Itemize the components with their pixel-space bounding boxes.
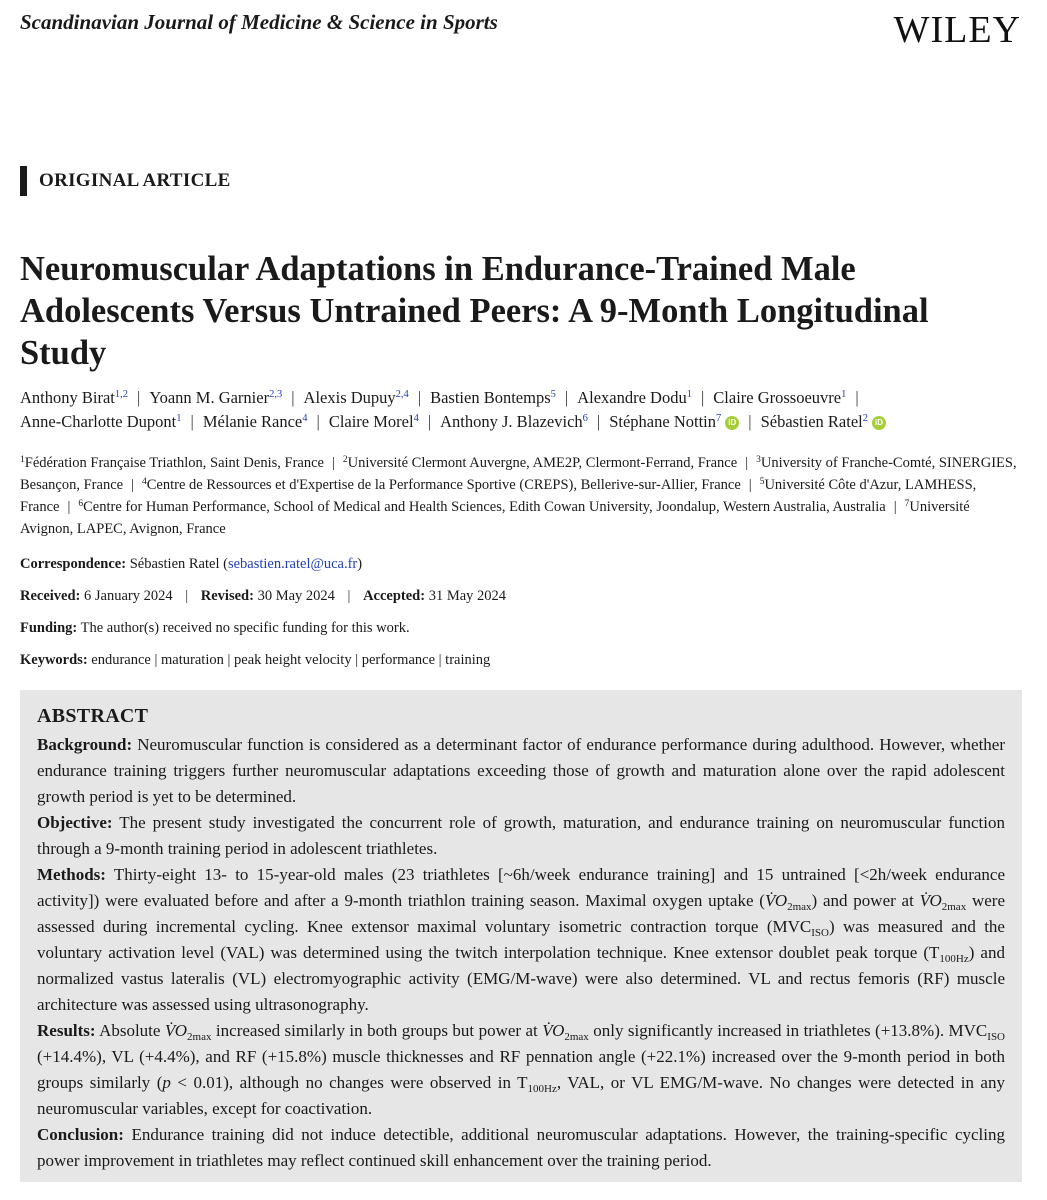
vo2-symbol: V̇O — [164, 1021, 188, 1040]
conclusion-text: Endurance training did not induce detectible, additional neuromuscular adaptations. However, the training-specific cycling power improvement in triathletes may reflect continued skill enhancement over the training period. — [37, 1125, 1005, 1170]
author-separator: | — [748, 412, 752, 431]
keyword: peak height velocity — [234, 652, 352, 668]
affiliation: $^5$Université Côte d'Azur, LAMHESS, France — [20, 477, 977, 515]
affiliation: $^7$Université Avignon, LAPEC, Avignon, France — [20, 499, 970, 537]
methods-text: Thirty-eight 13- to 15-year-old males (23 triathletes [~6h/week endurance training] and 15 untrained [<2h/week endurance activity]) were evaluated before and after a 9-month triathlon training season. Maximal oxygen uptake $(V̇O_{2max})$ and power at $V̇O_{2max}$ were assessed during incremental cycling. Knee extensor maximal voluntary isometric contraction torque $(MVC_{ISO})$ was measured and the voluntary activation level (VAL) was determined using the twitch interpolation technique. Knee extensor doublet peak torque $(T_{100Hz})$ and normalized vastus lateralis (VL) electromyographic activity (EMG/M-wave) were also determined. VL and rectus femoris (RF) muscle architecture was assessed using ultrasonography. — [37, 865, 1006, 1014]
author-name[interactable]: Anthony J. Blazevich$^6$ — [440, 412, 588, 431]
author-name[interactable]: Anthony Birat$^{1,2}$ — [20, 388, 128, 407]
accepted-date: 31 May 2024 — [428, 588, 507, 604]
affiliation-separator: | — [748, 477, 752, 493]
author-affiliation-marker: 2,4 — [395, 389, 409, 400]
abstract-background — [37, 732, 1005, 810]
funding-text: The author(s) received no specific funding for this work. — [80, 620, 410, 636]
affiliation-number: 6 — [78, 499, 84, 509]
background-label: Background: — [37, 735, 133, 754]
abstract-box — [20, 690, 1022, 1182]
author-name[interactable]: Mélanie Rance$^4$ — [202, 412, 308, 431]
affiliation-separator: | — [67, 499, 71, 515]
abstract-methods — [37, 862, 1005, 1018]
abstract-heading: ABSTRACT — [37, 705, 149, 727]
abstract-conclusion — [37, 1122, 1005, 1174]
author-name[interactable]: Anne-Charlotte Dupont$^1$ — [20, 412, 182, 431]
subscript: 2max — [187, 1031, 212, 1043]
author-separator: | — [137, 388, 141, 407]
author-name[interactable]: Sébastien Ratel$^2$ iD — [761, 412, 886, 431]
correspondence-line: Correspondence: Sébastien Ratel (sebastien.ratel@uca.fr) — [20, 556, 363, 572]
affiliation-number: 3 — [756, 455, 761, 465]
funding-line — [20, 620, 410, 637]
author-name[interactable]: Yoann M. Garnier$^{2,3}$ — [149, 388, 283, 407]
author-separator: | — [417, 388, 422, 407]
affiliation-number: 7 — [904, 499, 910, 509]
author-list — [20, 386, 1030, 434]
author-separator: | — [316, 412, 320, 431]
abstract-body — [37, 732, 1005, 1174]
affiliation: $^6$Centre for Human Performance, School of Medical and Health Sciences, Edith Cowan University, Joondalup, Western Australia, Australia — [78, 499, 886, 515]
affiliation-number: 2 — [342, 455, 348, 465]
author-separator: | — [700, 388, 705, 407]
abstract-results — [37, 1018, 1005, 1122]
affiliation-number: 1 — [20, 455, 25, 465]
keyword: training — [445, 652, 491, 668]
author-affiliation-marker: 4 — [302, 413, 308, 424]
vo2-symbol: V̇O — [764, 891, 788, 910]
author-separator: | — [855, 388, 859, 407]
keyword: maturation — [161, 652, 224, 668]
subscript: 2max — [941, 901, 967, 913]
affiliation-number: 5 — [759, 477, 765, 487]
author-name[interactable]: Alexandre Dodu$^1$ — [577, 388, 692, 407]
accepted-label: Accepted: — [363, 588, 426, 604]
conclusion-label: Conclusion: — [37, 1125, 124, 1144]
orcid-icon[interactable]: iD — [872, 416, 886, 430]
author-affiliation-marker: 7 — [716, 413, 722, 424]
abstract-objective — [37, 810, 1005, 862]
author-affiliation-marker: 6 — [582, 413, 588, 424]
affiliation-separator: | — [131, 477, 134, 493]
revised-date: 30 May 2024 — [257, 588, 335, 604]
author-separator: | — [291, 388, 295, 407]
background-text: Neuromuscular function is considered as a determinant factor of endurance performance during adulthood. However, whether endurance training triggers further neuromuscular adaptations exceeding those of growth and maturation alone over the rapid adolescent growth period is yet to be determined. — [37, 735, 1005, 806]
received-label: Received: — [20, 588, 81, 604]
subscript: 100Hz — [939, 953, 969, 965]
subscript: ISO — [811, 927, 829, 939]
results-label: Results: — [37, 1021, 96, 1040]
publisher-logo: WILEY — [893, 9, 1021, 51]
results-text: Absolute $V̇O_{2max}$ increased similarly in both groups but power at $V̇O_{2max}$ only significantly increased in triathletes (+13.8%). $MVC_{ISO}$ (+14.4%), VL (+4.4%), and RF (+15.8%) muscle thicknesses and RF pennation angle (+22.1%) increased over the 9-month period in both groups similarly (p < 0.01), although no changes were observed in $T_{100Hz}$, VAL, or VL EMG/M-wave. No changes were detected in any neuromuscular variables, except for coactivation. — [37, 1021, 1006, 1118]
received-date: 6 January 2024 — [84, 588, 173, 604]
vo2-symbol: V̇O — [919, 891, 942, 910]
journal-name: Scandinavian Journal of Medicine & Science in Sports — [20, 10, 498, 34]
dates-line: Received: 6 January 2024 | Revised: 30 May 2024 | Accepted: 31 May 2024 — [20, 588, 507, 604]
author-affiliation-marker: 1 — [686, 389, 692, 400]
subscript: 2max — [564, 1031, 589, 1043]
subscript: 100Hz — [527, 1083, 557, 1095]
affiliation: $^3$University of Franche-Comté, SINERGIES, Besançon, France — [20, 455, 1017, 493]
subscript: 2max — [787, 901, 812, 913]
affiliation-separator: | — [745, 455, 749, 471]
affiliation-separator: | — [331, 455, 335, 471]
author-separator: | — [564, 388, 569, 407]
author-name[interactable]: Claire Grossoeuvre$^1$ — [713, 388, 847, 407]
author-affiliation-marker: 1 — [176, 413, 182, 424]
author-separator: | — [190, 412, 194, 431]
correspondence-name: Sébastien Ratel — [129, 556, 220, 572]
author-separator: | — [427, 412, 432, 431]
revised-label: Revised: — [200, 588, 254, 604]
author-affiliation-marker: 5 — [550, 389, 556, 400]
author-affiliation-marker: 2,3 — [269, 389, 283, 400]
keyword: performance — [361, 652, 436, 668]
section-tag-label: ORIGINAL ARTICLE — [39, 170, 231, 191]
correspondence-label: Correspondence: — [20, 556, 127, 572]
correspondence-email-link[interactable]: sebastien.ratel@uca.fr — [227, 556, 358, 572]
italic-symbol: p — [162, 1073, 171, 1092]
affiliation-list — [20, 452, 1025, 540]
affiliation: $^2$Université Clermont Auvergne, AME2P, Clermont-Ferrand, France — [342, 455, 738, 471]
author-affiliation-marker: 2 — [862, 413, 868, 424]
author-affiliation-marker: 1 — [841, 389, 847, 400]
affiliation-number: 4 — [141, 477, 147, 487]
methods-label: Methods: — [37, 865, 106, 884]
keyword-list: endurance | maturation | peak height velocity | performance | training — [91, 652, 491, 668]
objective-text: The present study investigated the concurrent role of growth, maturation, and endurance training on neuromuscular function through a 9-month training period in adolescent triathletes. — [37, 813, 1005, 858]
keyword: endurance — [91, 652, 151, 668]
author-name[interactable]: Alexis Dupuy$^{2,4}$ — [303, 388, 409, 407]
keywords-line — [20, 652, 490, 669]
orcid-icon[interactable]: iD — [725, 416, 739, 430]
vo2-symbol: V̇O — [542, 1021, 565, 1040]
affiliation-separator: | — [893, 499, 897, 515]
keywords-label: Keywords: — [20, 652, 88, 668]
section-tag — [20, 166, 231, 196]
funding-label: Funding: — [20, 620, 78, 636]
article-title: Neuromuscular Adaptations in Endurance-Trained Male Adolescents Versus Untrained Peers: A 9-Month Longitudinal Study — [20, 250, 929, 372]
objective-label: Objective: — [37, 813, 113, 832]
affiliation: $^4$Centre de Ressources et d'Expertise de la Performance Sportive (CREPS), Bellerive-sur-Allier, France — [141, 477, 741, 493]
author-name[interactable]: Bastien Bontemps$^5$ — [430, 388, 556, 407]
author-separator: | — [596, 412, 601, 431]
author-name[interactable]: Stéphane Nottin$^7$ iD — [609, 412, 739, 431]
author-name[interactable]: Claire Morel$^4$ — [328, 412, 419, 431]
affiliation: $^1$Fédération Française Triathlon, Saint Denis, France — [20, 455, 324, 471]
author-affiliation-marker: 4 — [413, 413, 419, 424]
subscript: ISO — [987, 1031, 1006, 1043]
author-affiliation-marker: 1,2 — [114, 389, 128, 400]
